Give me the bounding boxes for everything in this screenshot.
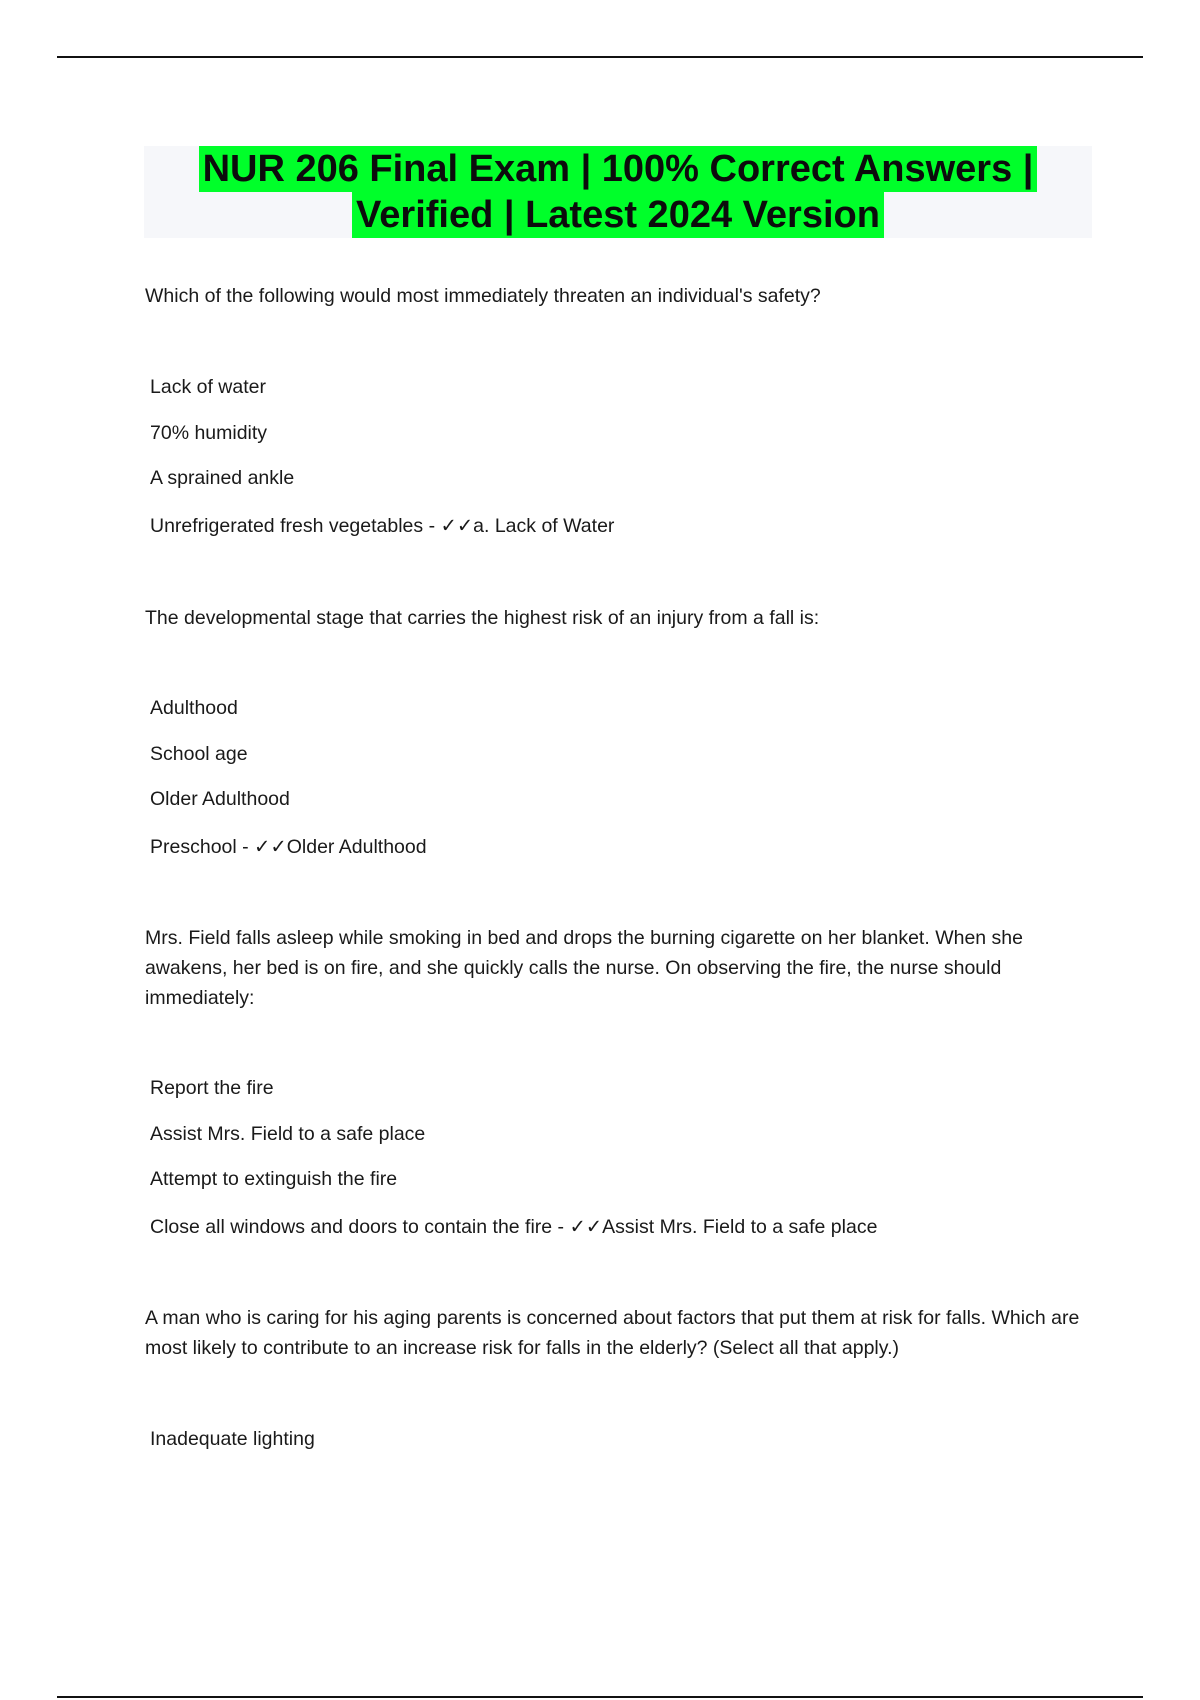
header-rule xyxy=(57,56,1143,58)
title-line-1: NUR 206 Final Exam | 100% Correct Answers | xyxy=(199,146,1038,192)
document-title xyxy=(144,146,1092,238)
question-1-option-d-answer: Unrefrigerated fresh vegetables - ✓✓a. Lack of Water xyxy=(150,515,615,537)
question-3-option-d-answer: Close all windows and doors to contain the fire - ✓✓Assist Mrs. Field to a safe place xyxy=(150,1216,878,1238)
title-line-2: Verified | Latest 2024 Version xyxy=(352,192,884,238)
question-2-option-c: Older Adulthood xyxy=(150,788,290,810)
question-4-option-a: Inadequate lighting xyxy=(150,1428,315,1450)
question-3: Mrs. Field falls asleep while smoking in bed and drops the burning cigarette on her blanket. When she awakens, her bed is on fire, and she quickly calls the nurse. On observing the fire, the nurse should immediately: xyxy=(145,927,1023,1009)
footer-rule xyxy=(57,1696,1143,1698)
question-3-option-a: Report the fire xyxy=(150,1077,274,1099)
question-1: Which of the following would most immediately threaten an individual's safety? xyxy=(145,285,821,307)
question-1-option-a: Lack of water xyxy=(150,376,266,398)
question-1-option-b: 70% humidity xyxy=(150,422,268,444)
question-2-option-a: Adulthood xyxy=(150,697,238,719)
question-3-option-b: Assist Mrs. Field to a safe place xyxy=(150,1123,426,1145)
question-1-option-c: A sprained ankle xyxy=(150,467,295,489)
question-2-option-d-answer: Preschool - ✓✓Older Adulthood xyxy=(150,836,427,858)
question-2-option-b: School age xyxy=(150,743,248,765)
question-3-option-c: Attempt to extinguish the fire xyxy=(150,1168,398,1190)
question-2: The developmental stage that carries the highest risk of an injury from a fall is: xyxy=(145,607,820,629)
question-4: A man who is caring for his aging parents is concerned about factors that put them at risk for falls. Which are most likely to contribute to an increase risk for falls in the elderly? (Select all that apply.) xyxy=(145,1307,1080,1359)
